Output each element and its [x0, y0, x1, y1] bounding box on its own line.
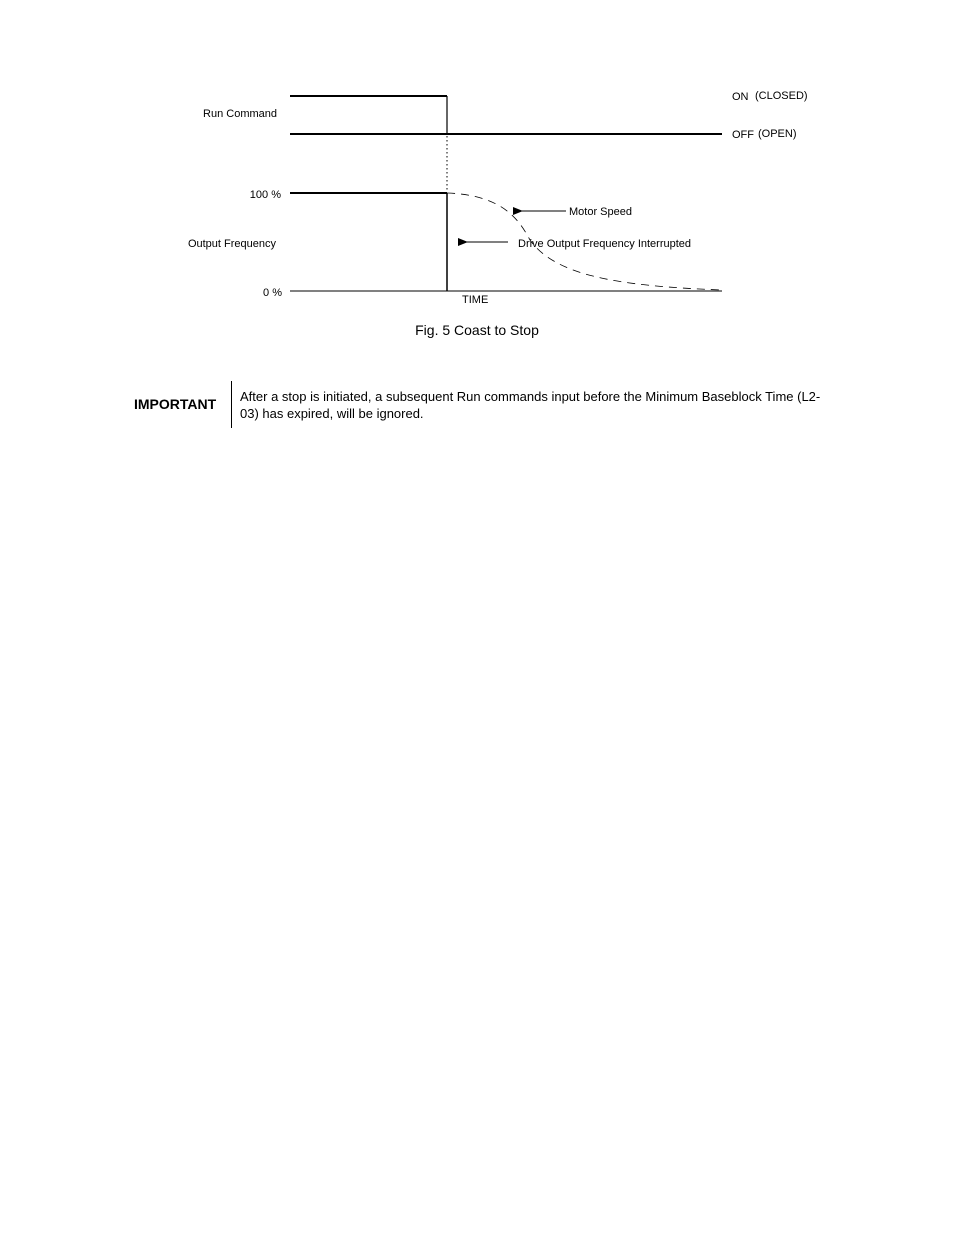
on-label: ON: [732, 91, 749, 103]
open-label: (OPEN): [758, 128, 797, 140]
pct-100-label: 100 %: [249, 189, 281, 201]
off-label: OFF: [732, 129, 754, 141]
run-command-label: Run Command: [203, 108, 277, 120]
closed-label: (CLOSED): [755, 90, 808, 102]
figure-caption: Fig. 5 Coast to Stop: [415, 322, 539, 338]
coast-to-stop-timing-diagram: [0, 0, 954, 320]
time-label: TIME: [462, 294, 489, 306]
pct-0-label: 0 %: [263, 287, 282, 299]
output-frequency-label: Output Frequency: [187, 238, 276, 250]
important-label: IMPORTANT: [134, 396, 217, 412]
interrupted-label: Drive Output Frequency Interrupted: [518, 238, 692, 250]
motor-speed-label: Motor Speed: [569, 206, 632, 218]
important-text: After a stop is initiated, a subsequent Run commands input before the Minimum Baseblock Time (L2-03) has expired, will be ignored.: [240, 389, 821, 421]
important-divider: [231, 381, 232, 428]
